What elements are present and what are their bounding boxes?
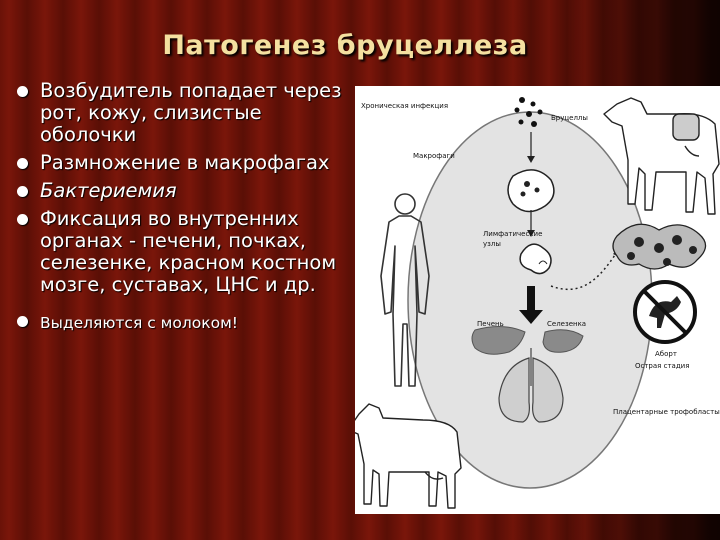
main-arrow bbox=[527, 286, 535, 312]
label-lymph-1: Лимфатические bbox=[483, 230, 543, 238]
bullet-text: Размножение в макрофагах bbox=[40, 151, 330, 174]
bullet-item bbox=[14, 180, 349, 202]
label-macrophages: Макрофаги bbox=[413, 152, 455, 160]
bullet-list bbox=[14, 80, 349, 340]
bullet-text: Возбудитель попадает через рот, кожу, слизистые оболочки bbox=[40, 79, 342, 146]
bullet-item bbox=[14, 312, 349, 334]
label-lymph-2: узлы bbox=[483, 240, 501, 248]
bullet-item bbox=[14, 152, 349, 174]
bullet-dot-icon bbox=[17, 214, 28, 225]
pathogenesis-figure bbox=[355, 86, 720, 514]
bullet-dot-icon bbox=[17, 316, 28, 327]
bullet-dot-icon bbox=[17, 186, 28, 197]
bullet-dot-icon bbox=[17, 158, 28, 169]
label-spleen: Селезенка bbox=[547, 320, 587, 328]
bullet-text: Фиксация во внутренних органах - печени, почках, селезенке, красном костном мозге, суставах, ЦНС и др. bbox=[40, 207, 337, 296]
label-abort: Аборт bbox=[655, 350, 677, 358]
label-acute: Острая стадия bbox=[635, 362, 690, 370]
label-brucella: Бруцеллы bbox=[551, 114, 588, 122]
label-chronic: Хроническая инфекция bbox=[361, 102, 449, 110]
placenta-icon bbox=[613, 224, 706, 269]
bullet-item bbox=[14, 80, 349, 146]
label-liver: Печень bbox=[477, 320, 504, 328]
label-placenta: Плацентарные трофобласты bbox=[613, 408, 720, 416]
bullet-text: Бактериемия bbox=[40, 179, 177, 202]
slide-title: Патогенез бруцеллеза bbox=[162, 30, 528, 61]
macrophage-icon bbox=[508, 170, 554, 212]
bullet-dot-icon bbox=[17, 86, 28, 97]
pathogenesis-diagram bbox=[355, 86, 720, 514]
no-calf-icon bbox=[635, 282, 695, 342]
bullet-item bbox=[14, 208, 349, 296]
bullet-text: Выделяются с молоком! bbox=[40, 314, 238, 332]
